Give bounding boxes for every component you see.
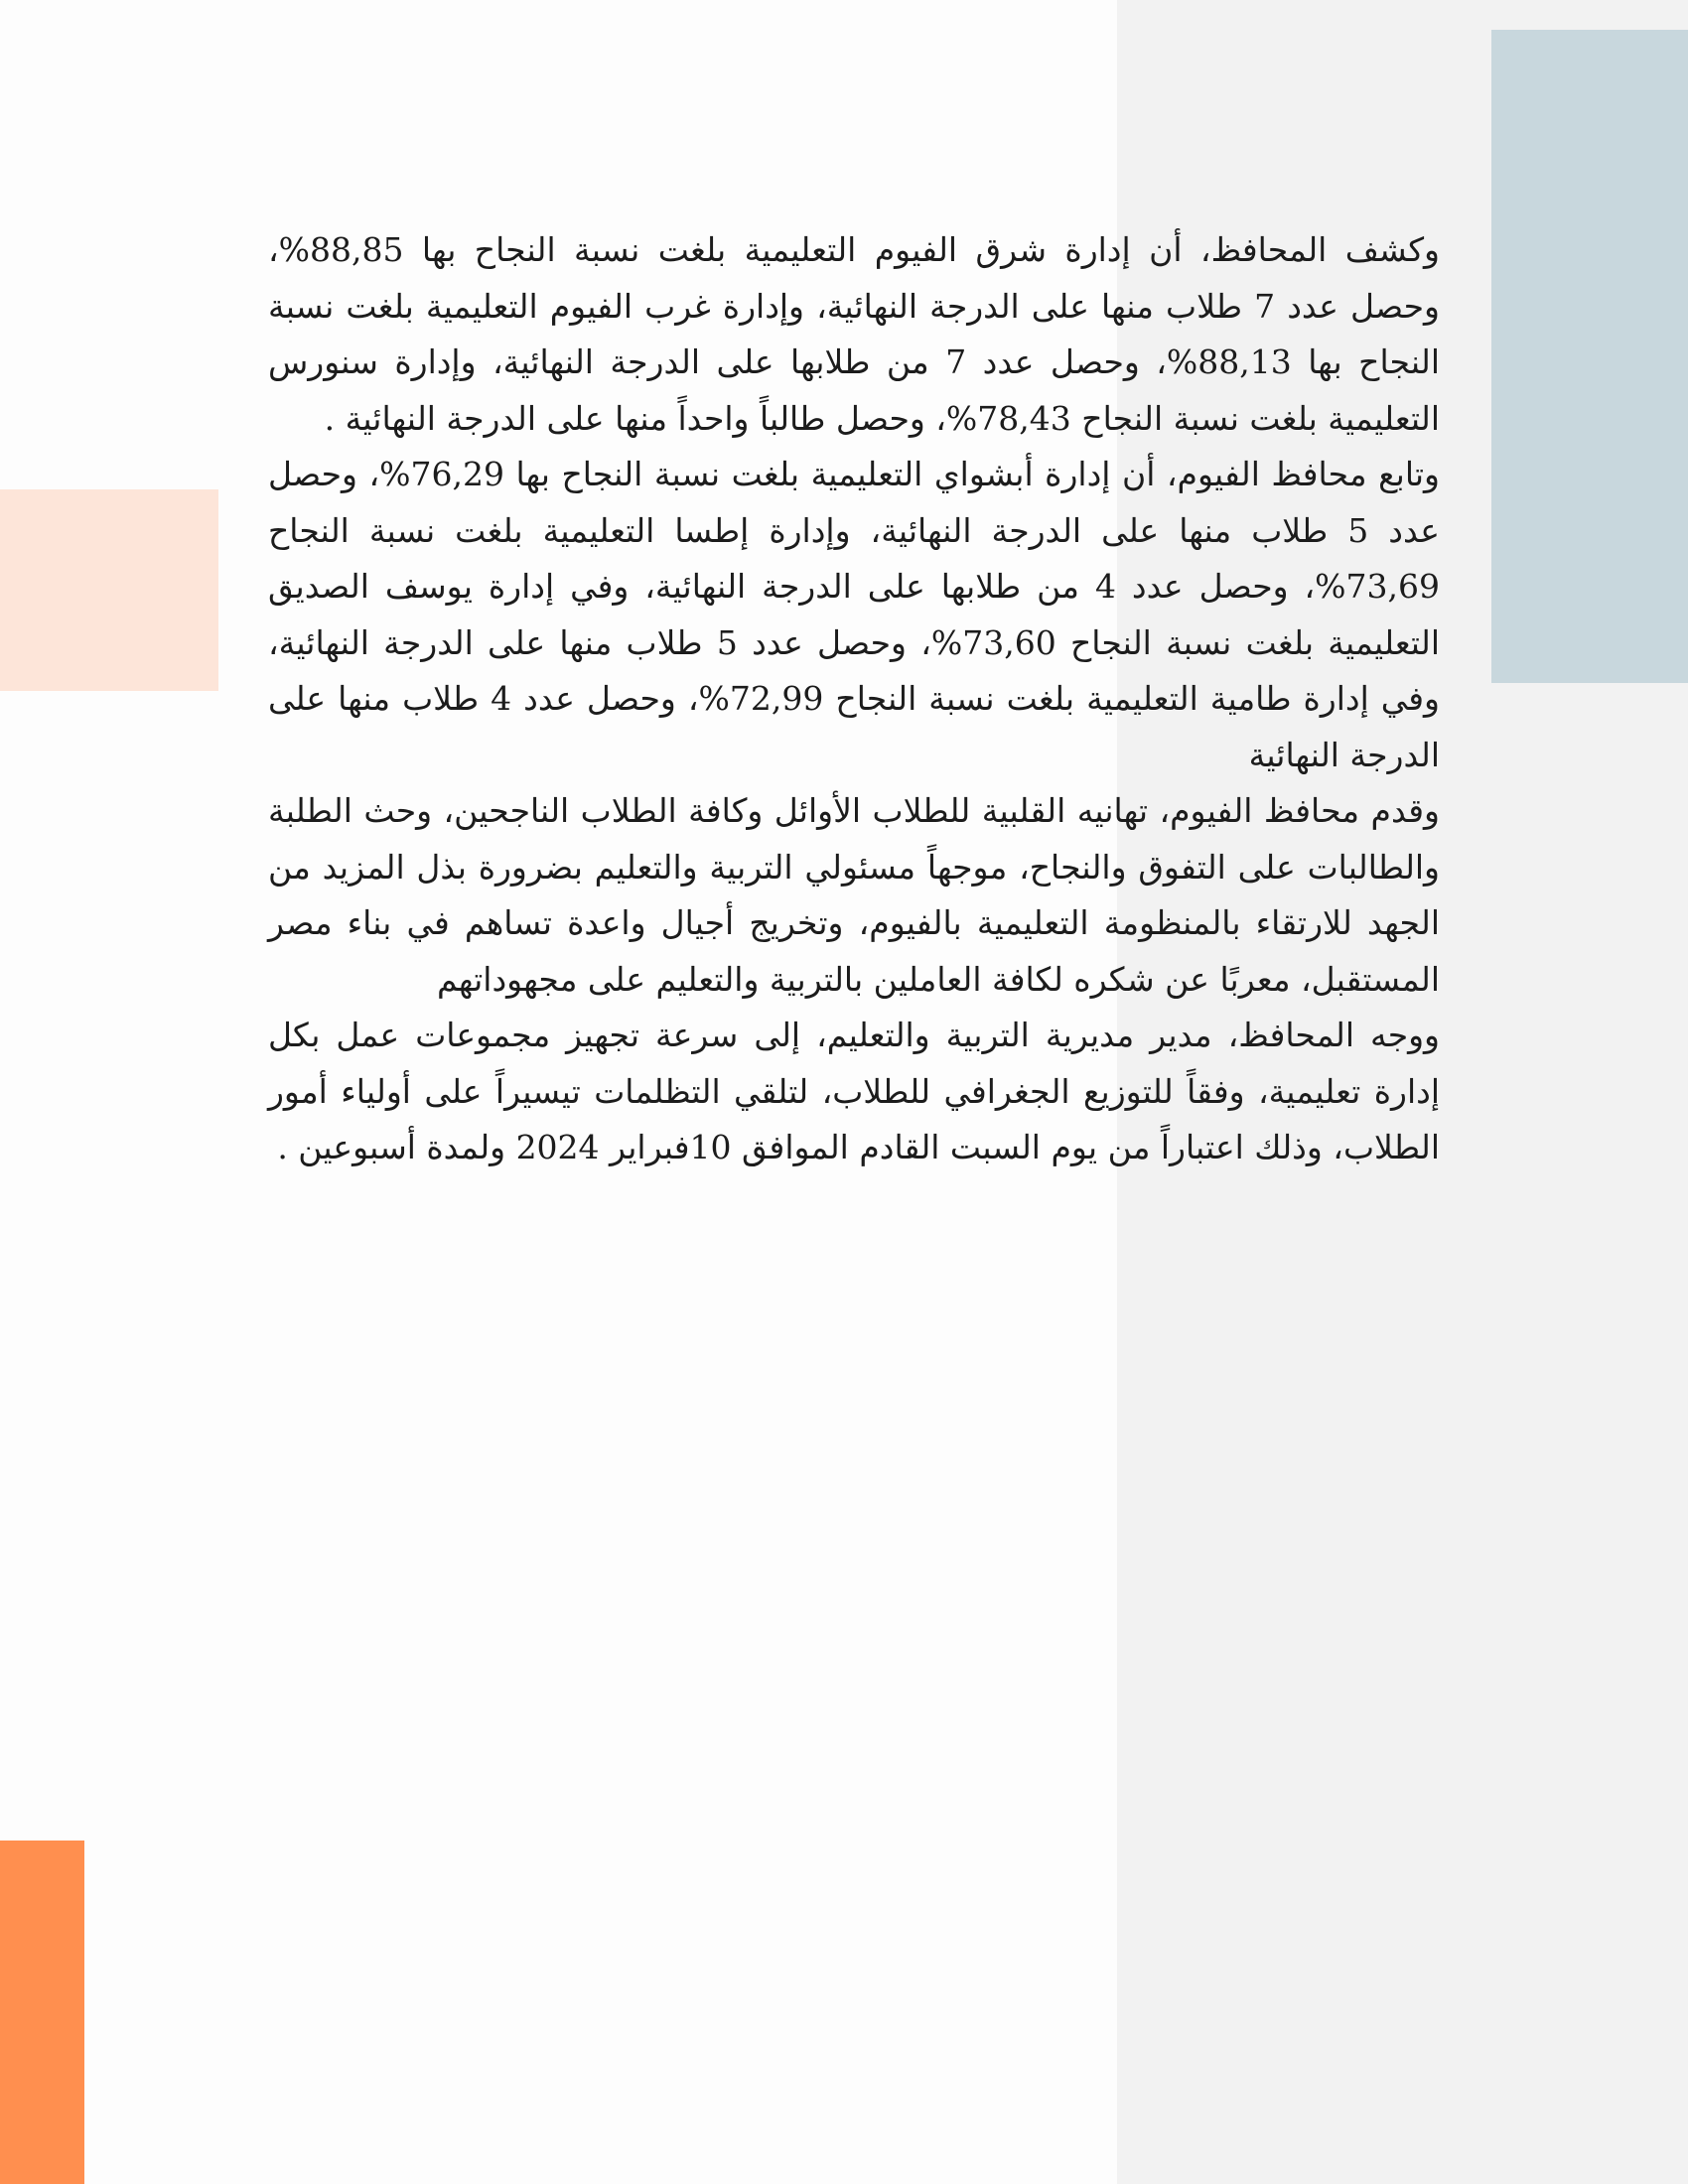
orange-decorative-block [0,1841,84,2184]
paragraph-governor-congratulations: وقدم محافظ الفيوم، تهانيه القلبية للطلاب الأوائل وكافة الطلاب الناجحين، وحث الطلبة والطالبات على التفوق والنجاح، موجهاً مسئولي التربية والتعليم بضرورة بذل المزيد من الجهد للارتقاء بالمنظومة التعليمية بالفيوم، وتخريج أجيال واعدة تساهم في بناء مصر المستقبل، معربًا عن شكره لكافة العاملين بالتربية والتعليم على مجهوداتهم [268,791,1440,999]
paragraph-east-west-sanours: وكشف المحافظ، أن إدارة شرق الفيوم التعليمية بلغت نسبة النجاح بها 88,85%، وحصل عدد 7 طلاب منها على الدرجة النهائية، وإدارة غرب الفيوم التعليمية بلغت نسبة النجاح بها 88,13%، وحصل عدد 7 من طلابها على الدرجة النهائية، وإدارة سنورس التعليمية بلغت نسبة النجاح 78,43%، وحصل طالباً واحداً منها على الدرجة النهائية . [268,230,1440,438]
peach-decorative-block [0,489,218,691]
blue-decorative-block [1491,30,1688,683]
paragraph-abshway-itsa-youssef-tamiya: وتابع محافظ الفيوم، أن إدارة أبشواي التعليمية بلغت نسبة النجاح بها 76,29%، وحصل عدد 5 طلاب منها على الدرجة النهائية، وإدارة إطسا التعليمية بلغت نسبة النجاح 73,69%، وحصل عدد 4 من طلابها على الدرجة النهائية، وفي إدارة يوسف الصديق التعليمية بلغت نسبة النجاح 73,60%، وحصل عدد 5 طلاب منها على الدرجة النهائية، وفي إدارة طامية التعليمية بلغت نسبة النجاح 72,99%، وحصل عدد 4 طلاب منها على الدرجة النهائية [268,455,1440,774]
article-body [268,222,1440,1176]
paragraph-grievances-directive: ووجه المحافظ، مدير مديرية التربية والتعليم، إلى سرعة تجهيز مجموعات عمل بكل إدارة تعليمية، وفقاً للتوزيع الجغرافي للطلاب، لتلقي التظلمات تيسيراً على أولياء أمور الطلاب، وذلك اعتباراً من يوم السبت القادم الموافق 10فبراير 2024 ولمدة أسبوعين . [268,1016,1440,1166]
